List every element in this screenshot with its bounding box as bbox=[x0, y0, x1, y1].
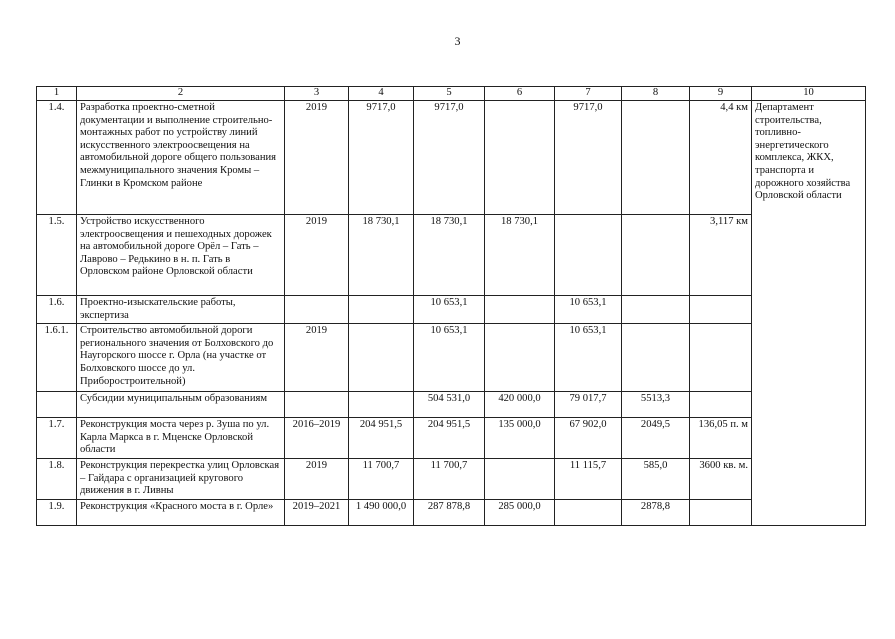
table-row bbox=[37, 392, 866, 418]
row-number: 1.9. bbox=[37, 499, 77, 525]
row-year: 2019–2021 bbox=[285, 499, 349, 525]
table-row bbox=[37, 458, 866, 499]
header-cell: 8 bbox=[622, 87, 690, 101]
row-year: 2019 bbox=[285, 324, 349, 392]
header-cell: 9 bbox=[690, 87, 752, 101]
row-description: Проектно-изыскательские работы, экспертиза bbox=[77, 296, 285, 324]
row-col6 bbox=[485, 101, 555, 215]
row-col6: 135 000,0 bbox=[485, 418, 555, 459]
row-number: 1.6.1. bbox=[37, 324, 77, 392]
row-number: 1.6. bbox=[37, 296, 77, 324]
row-col9 bbox=[690, 296, 752, 324]
row-col9: 3600 кв. м. bbox=[690, 458, 752, 499]
row-col7 bbox=[555, 215, 622, 296]
row-number: 1.4. bbox=[37, 101, 77, 215]
row-col5: 10 653,1 bbox=[414, 296, 485, 324]
row-col5: 18 730,1 bbox=[414, 215, 485, 296]
row-year: 2019 bbox=[285, 101, 349, 215]
row-col4: 11 700,7 bbox=[349, 458, 414, 499]
row-col6 bbox=[485, 458, 555, 499]
row-year: 2019 bbox=[285, 458, 349, 499]
row-description: Строительство автомобильной дороги регионального значения от Болховского до Наугорского шоссе г. Орла (на участке от Болховского шоссе до ул. Приборостроительной) bbox=[77, 324, 285, 392]
header-cell: 1 bbox=[37, 87, 77, 101]
row-year bbox=[285, 392, 349, 418]
row-description: Реконструкция перекрестка улиц Орловская – Гайдара с организацией кругового движения в г. Ливны bbox=[77, 458, 285, 499]
page-number: 3 bbox=[454, 34, 461, 48]
row-col4: 18 730,1 bbox=[349, 215, 414, 296]
row-description: Разработка проектно-сметной документации и выполнение строительно-монтажных работ по устройству линий искусственного электроосвещения на автомобильной дороге общего пользования межмуниципального значения Кромы – Глинки в Кромском районе bbox=[77, 101, 285, 215]
header-cell: 7 bbox=[555, 87, 622, 101]
row-col7: 10 653,1 bbox=[555, 296, 622, 324]
row-col8: 585,0 bbox=[622, 458, 690, 499]
row-col7: 9717,0 bbox=[555, 101, 622, 215]
header-cell: 5 bbox=[414, 87, 485, 101]
row-col7: 67 902,0 bbox=[555, 418, 622, 459]
row-col8 bbox=[622, 324, 690, 392]
row-col9: 136,05 п. м bbox=[690, 418, 752, 459]
row-number bbox=[37, 392, 77, 418]
row-col5: 287 878,8 bbox=[414, 499, 485, 525]
row-year: 2016–2019 bbox=[285, 418, 349, 459]
row-col9: 4,4 км bbox=[690, 101, 752, 215]
row-col6 bbox=[485, 324, 555, 392]
row-description: Устройство искусственного электроосвещения и пешеходных дорожек на автомобильной дороге Орёл – Гать – Лаврово – Редькино в н. п. Гать в Орловском районе Орловской области bbox=[77, 215, 285, 296]
row-col8: 5513,3 bbox=[622, 392, 690, 418]
row-col9 bbox=[690, 499, 752, 525]
row-col4: 1 490 000,0 bbox=[349, 499, 414, 525]
row-col5: 11 700,7 bbox=[414, 458, 485, 499]
table-row bbox=[37, 296, 866, 324]
row-col8 bbox=[622, 296, 690, 324]
table-row bbox=[37, 499, 866, 525]
table-row bbox=[37, 101, 866, 215]
row-col9 bbox=[690, 392, 752, 418]
row-col8 bbox=[622, 101, 690, 215]
row-description: Субсидии муниципальным образованиям bbox=[77, 392, 285, 418]
row-col6 bbox=[485, 296, 555, 324]
program-table bbox=[36, 86, 866, 526]
header-cell: 3 bbox=[285, 87, 349, 101]
row-col9 bbox=[690, 324, 752, 392]
row-col8 bbox=[622, 215, 690, 296]
header-cell: 2 bbox=[77, 87, 285, 101]
row-col6: 285 000,0 bbox=[485, 499, 555, 525]
row-col6: 18 730,1 bbox=[485, 215, 555, 296]
row-col4 bbox=[349, 392, 414, 418]
row-col6: 420 000,0 bbox=[485, 392, 555, 418]
row-col4: 204 951,5 bbox=[349, 418, 414, 459]
row-col7 bbox=[555, 499, 622, 525]
department-cell: Департамент строительства, топливно-энергетического комплекса, ЖКХ, транспорта и дорожного хозяйства Орловской области bbox=[752, 101, 866, 526]
row-col4 bbox=[349, 296, 414, 324]
row-col7: 10 653,1 bbox=[555, 324, 622, 392]
row-col5: 9717,0 bbox=[414, 101, 485, 215]
table-row bbox=[37, 215, 866, 296]
row-col4 bbox=[349, 324, 414, 392]
row-year: 2019 bbox=[285, 215, 349, 296]
row-col5: 504 531,0 bbox=[414, 392, 485, 418]
row-col5: 204 951,5 bbox=[414, 418, 485, 459]
row-col9: 3,117 км bbox=[690, 215, 752, 296]
header-cell: 10 bbox=[752, 87, 866, 101]
row-col7: 11 115,7 bbox=[555, 458, 622, 499]
header-cell: 6 bbox=[485, 87, 555, 101]
row-number: 1.5. bbox=[37, 215, 77, 296]
row-col8: 2878,8 bbox=[622, 499, 690, 525]
row-number: 1.8. bbox=[37, 458, 77, 499]
row-col8: 2049,5 bbox=[622, 418, 690, 459]
header-row bbox=[37, 87, 866, 101]
row-col7: 79 017,7 bbox=[555, 392, 622, 418]
row-col4: 9717,0 bbox=[349, 101, 414, 215]
row-description: Реконструкция моста через р. Зуша по ул. Карла Маркса в г. Мценске Орловской области bbox=[77, 418, 285, 459]
row-description: Реконструкция «Красного моста в г. Орле» bbox=[77, 499, 285, 525]
row-year bbox=[285, 296, 349, 324]
row-col5: 10 653,1 bbox=[414, 324, 485, 392]
row-number: 1.7. bbox=[37, 418, 77, 459]
header-cell: 4 bbox=[349, 87, 414, 101]
table-row bbox=[37, 418, 866, 459]
table-row bbox=[37, 324, 866, 392]
